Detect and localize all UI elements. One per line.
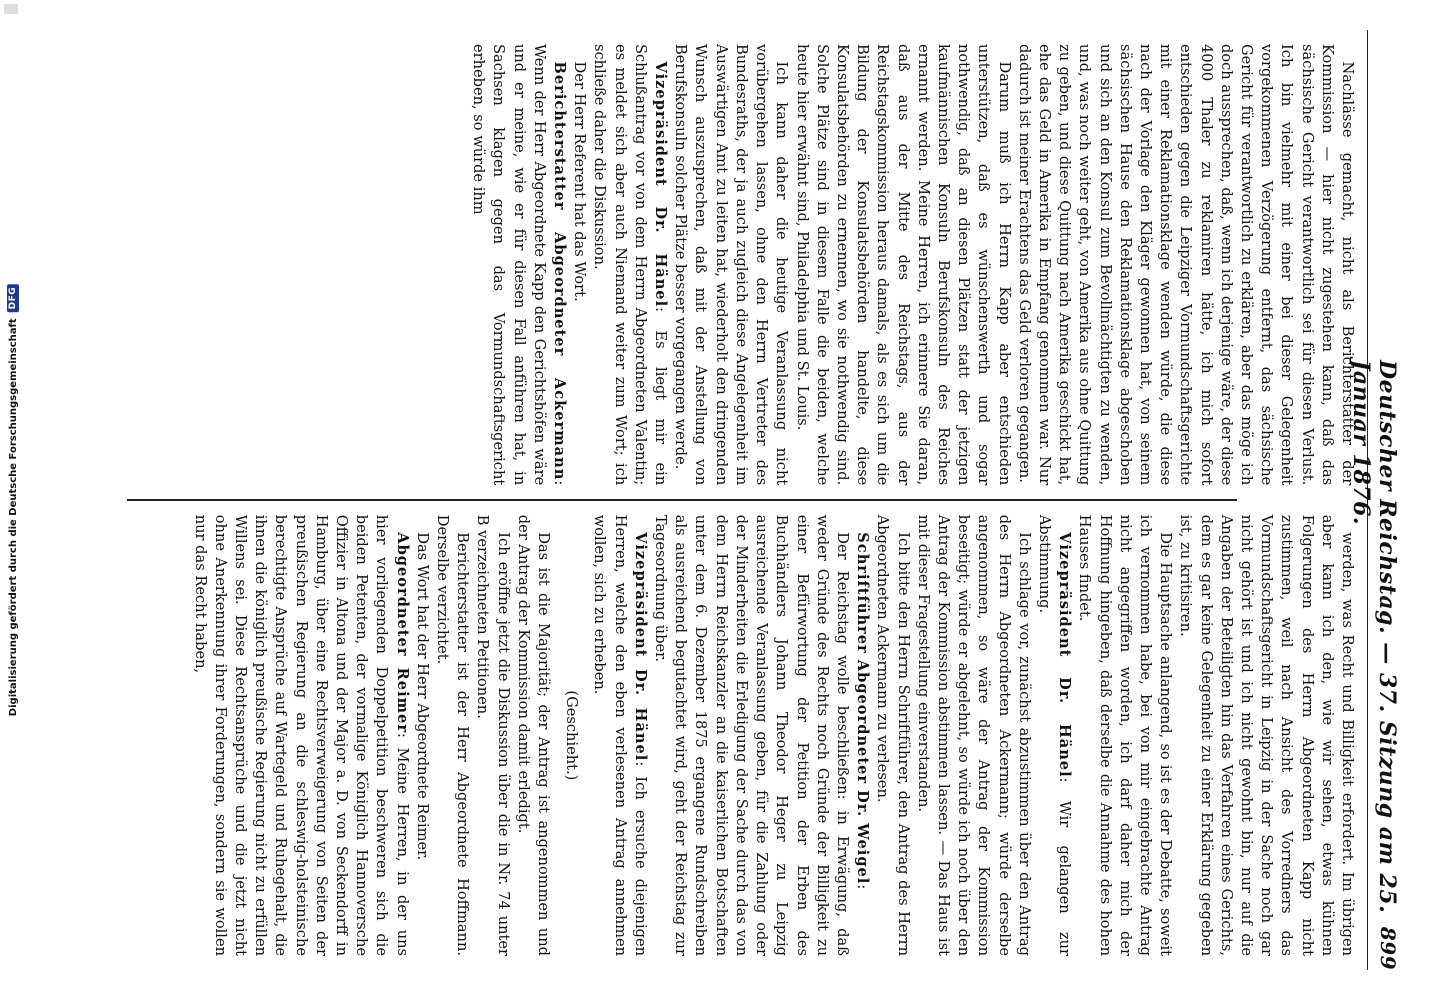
paragraph: Die Hauptsache anlangend, so ist es der Debatte, soweit ich vernommen habe, bei von mir eingebrachte Antrag nicht angegriffen worden, ich darf daher mich der Hoffnung hingeben, daß derselbe die Annahme des hohen Hauses findet. (1076, 514, 1175, 956)
speaker-name: Vizepräsident Dr. Hänel (652, 61, 670, 308)
paragraph: Ich schlage vor, zunächst abzustimmen über den Antrag des Herrn Abgeordneten Ackermann; würde derselbe angenommen, so wäre der Antrag der Kommission beseitigt; würde er abgelehnt, so würde ich noch über den Antrag der Kommission abstimmen lassen. — Das Haus ist mit dieser Fragestellung einverstanden. (914, 514, 1033, 956)
paragraph: werden, was Recht und Billigkeit erfordert. Im übrigen aber kann ich den, wie wir sehen, etwas kühnen Folgerungen des Herrn Abgeordneten Kapp nicht zustimmen, weil nach Ansicht des Vorredners das Vormundschaftsgericht in Leipzig in der Sache noch gar nicht gehört ist und ich nicht gewohnt bin, nur auf die Angaben der Beteiligten hin das Verfahren eines Gerichts, dem es gar keine Gelegenheit zu einer Erklärung gegeben ist, zu kritisiren. (1177, 514, 1356, 956)
paragraph: Das ist die Majorität; der Antrag ist angenommen und der Antrag der Kommission damit erledigt. (514, 514, 553, 956)
paragraph: Berichterstatter ist der Herr Abgeordnete Hoffmann. Derselbe verzichtet. (434, 514, 472, 956)
scan-margin (0, 0, 26, 1000)
paragraph: Ich kann daher die heutige Veranlassung nicht vorübergehen lassen, ohne den Herrn Vertreter des Bundesraths, der ja auch zugleich diese Angelegenheit im Auswärtigen Amt zu leiten hat, wiederholt den dringenden Wunsch auszusprechen, daß mit der Anstellung von Berufskonsuln solcher Plätze besser vorgegangen werde. (672, 44, 791, 486)
paragraph: (Geschieht.) (563, 690, 581, 781)
paragraph: Vizepräsident Dr. Hänel: Ich ersuche diejenigen Herren, welche den eben verlesenen Antrag annehmen wollen, sich zu erheben. (591, 514, 649, 956)
paragraph: Vizepräsident Dr. Hänel: Wir gelangen zur Abstimmung. (1035, 514, 1074, 956)
speaker-name: Berichterstatter Abgeordneter Ackermann (551, 61, 569, 481)
scan-corner-mark (4, 4, 18, 14)
page-header (1348, 30, 1402, 970)
speaker-name: Abgeordneter Reimer (393, 532, 411, 734)
paragraph: Nachlässe gemacht, nicht als Berichterstatter der Kommission — hier nicht zugestehen kann, daß das sächsische Gericht verantwortlich sei für diesen Verlust. Ich bin vielmehr mit einer bei dieser Gelegenheit vorgekommenen Verzögerung entfernt, das sächsische Gericht für verantwortlich zu erklären, aber das möge ich doch aussprechen, daß, wenn ich derjenige wäre, der diese 4000 Thaler zu reklamiren hätte, ich mich sofort entschieden gegen die Leipziger Vormundschaftsgerichte mit einer Reklamationsklage wenden würde, die diese nach der Vorlage den Kläger gewonnen hat, von seinem sächsischen Hause den Reklamationsklage abgeschoben und sich an den Konsul zum Bevollmächtigten zu wenden, und, was noch weiter geht, von Amerika aus ohne Quittung zu geben, und diese Quittung nach Amerika geschickt hat, ehe das Geld in Amerika in Empfang genommen war. Nur dadurch ist meiner Erachtens das Geld verloren gegangen. (1015, 44, 1356, 486)
digitization-footer (7, 284, 19, 716)
speaker-name: Schriftführer Abgeordneter Dr. Weigel (854, 532, 872, 885)
paragraph: Ich eröffne jetzt die Diskussion über die in Nr. 74 unter B verzeichneten Petitionen. (474, 514, 512, 956)
paragraph: Das Wort hat der Herr Abgeordnete Reimer. (413, 532, 431, 861)
paragraph: Darum muß ich Herrn Kapp aber entschieden unterstützen, daß es wünschenswerth und sogar nothwendig, daß an diesen Plätzen statt der jetzigen kaufmännischen Konsuln Berufskonsuln des Reiches ernannt werden. Meine Herren, ich erinnere Sie daran, daß aus der Mitte des Reichstags, aus der Reichstagskommission heraus damals, als es sich um die Bildung der Konsulatsbehörden handelte, diese Konsulatsbehörden zu ernennen, wo sie nothwendig sind. Solche Plätze sind in diesem Falle die beiden, welche heute hier erwähnt sind, Philadelphia und St. Louis. (793, 44, 1013, 486)
paragraph: Der Reichstag wolle beschließen: in Erwägung, daß weder Gründe des Rechts noch Gründe der Billigkeit zu einer Befürwortung der Petition der Erben des Buchhändlers Johann Theodor Heger zu Leipzig ausreichende Veranlassung geben, für die Zahlung oder der Minderheiten die Erledigung der Sache durch das von dem Herrn Reichskanzler an die kaiserlichen Botschaften unter dem 6. Dezember 1875 ergangene Rundschreiben als ausreichend begutachtet wird, geht der Reichstag zur Tagesordnung über. (652, 514, 851, 956)
text-columns (127, 30, 1357, 970)
paragraph: Ich bitte den Herrn Schriftführer, den Antrag des Herrn Abgeordneten Ackermann zu verlesen. (874, 514, 912, 956)
rotated-page (100, 0, 1420, 1000)
digitization-attribution: Digitalisierung gefördert durch die Deutsche Forschungsgemeinschaft (7, 318, 19, 717)
paragraph: Schriftführer Abgeordneter Dr. Weigel: (854, 532, 872, 890)
column-left (127, 30, 1357, 499)
speaker-name: Vizepräsident Dr. Hänel (1056, 532, 1074, 778)
column-right (127, 501, 1357, 970)
page-title: Deutscher Reichstag. — 37. Sitzung am 25. Januar 1876. (1348, 360, 1400, 914)
paragraph: Vizepräsident Dr. Hänel: Es liegt mir ein Schlußantrag vor von dem Herrn Abgeordneten Valentin; es meldet sich aber auch Niemand weiter zum Wort; ich schließe daher die Diskussion. (591, 44, 670, 486)
page-number: 899 (1376, 926, 1400, 970)
speaker-name: Vizepräsident Dr. Hänel (631, 532, 649, 762)
paragraph: Berichterstatter Abgeordneter Ackermann: Wenn der Herr Abgeordnete Kapp den Gerichtshöfen wäre und er meine, wie er für diesen Fall anführen hat, in Sachsen klagen gegen das Vormundschaftsgericht erheben, so würde ihm (470, 44, 569, 486)
paragraph: Der Herr Referent hat das Wort. (571, 61, 589, 302)
dfg-logo: DFG (7, 284, 19, 313)
paragraph: Abgeordneter Reimer: Meine Herren, in der uns hier vorliegenden Doppelpetition beschweren sich die beiden Petenten, der vormalige Königlich Hannoversche Offizier in Altona und der Major a. D. von Seckendorff in Hamburg, über eine Rechtsverweigerung von Seiten der preußischen Regierung an die schleswig-holsteinische berechtigte Ansprüche auf Wartegeld und Ruhegehalt, die ihnen die königlich preußische Regierung nicht zu erfüllen Willens sei. Diese Rechtsansprüche und die jetzt nicht ohne Anerkennung ihrer Forderungen, sondern sie wollen nur das Recht haben, (191, 514, 411, 956)
